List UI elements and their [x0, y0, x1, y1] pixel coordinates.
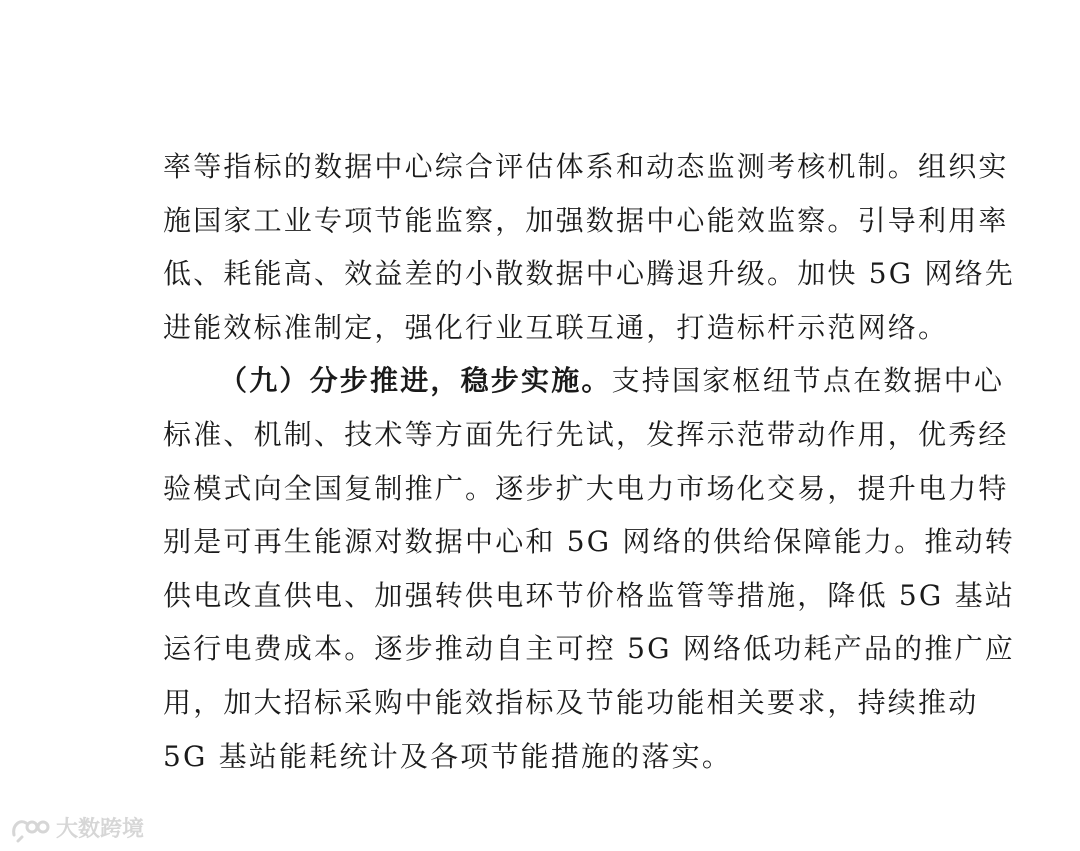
text-line: 验模式向全国复制推广。逐步扩大电力市场化交易，提升电力特 — [163, 471, 1009, 505]
text-line: 供电改直供电、加强转供电环节价格监管等措施，降低 5G 基站 — [163, 578, 1015, 612]
watermark-text: 大数跨境 — [56, 817, 145, 842]
document-body — [163, 140, 1015, 783]
text-line: 进能效标准制定，强化行业互联互通，打造标杆示范网络。 — [163, 310, 949, 344]
text-line: 5G 基站能耗统计及各项节能措施的落实。 — [163, 739, 733, 773]
section-9-first-line — [163, 354, 1005, 408]
watermark — [10, 812, 144, 843]
text-line: 别是可再生能源对数据中心和 5G 网络的供给保障能力。推动转 — [163, 525, 1015, 559]
text-span: 支持国家枢纽节点在数据中心 — [611, 364, 1005, 398]
section-9-heading: （九）分步推进，稳步实施。 — [219, 364, 612, 398]
text-line: 运行电费成本。逐步推动自主可控 5G 网络低功耗产品的推广应 — [163, 632, 1015, 666]
logo-icon — [10, 813, 52, 843]
text-line: 率等指标的数据中心综合评估体系和动态监测考核机制。组织实 — [163, 150, 1009, 183]
text-line: 施国家工业专项节能监察，加强数据中心能效监察。引导利用率 — [163, 203, 1009, 237]
text-line: 低、耗能高、效益差的小散数据中心腾退升级。加快 5G 网络先 — [163, 257, 1015, 291]
text-line: 标准、机制、技术等方面先行先试，发挥示范带动作用，优秀经 — [163, 417, 1009, 451]
text-line: 用，加大招标采购中能效指标及节能功能相关要求，持续推动 — [163, 685, 979, 719]
